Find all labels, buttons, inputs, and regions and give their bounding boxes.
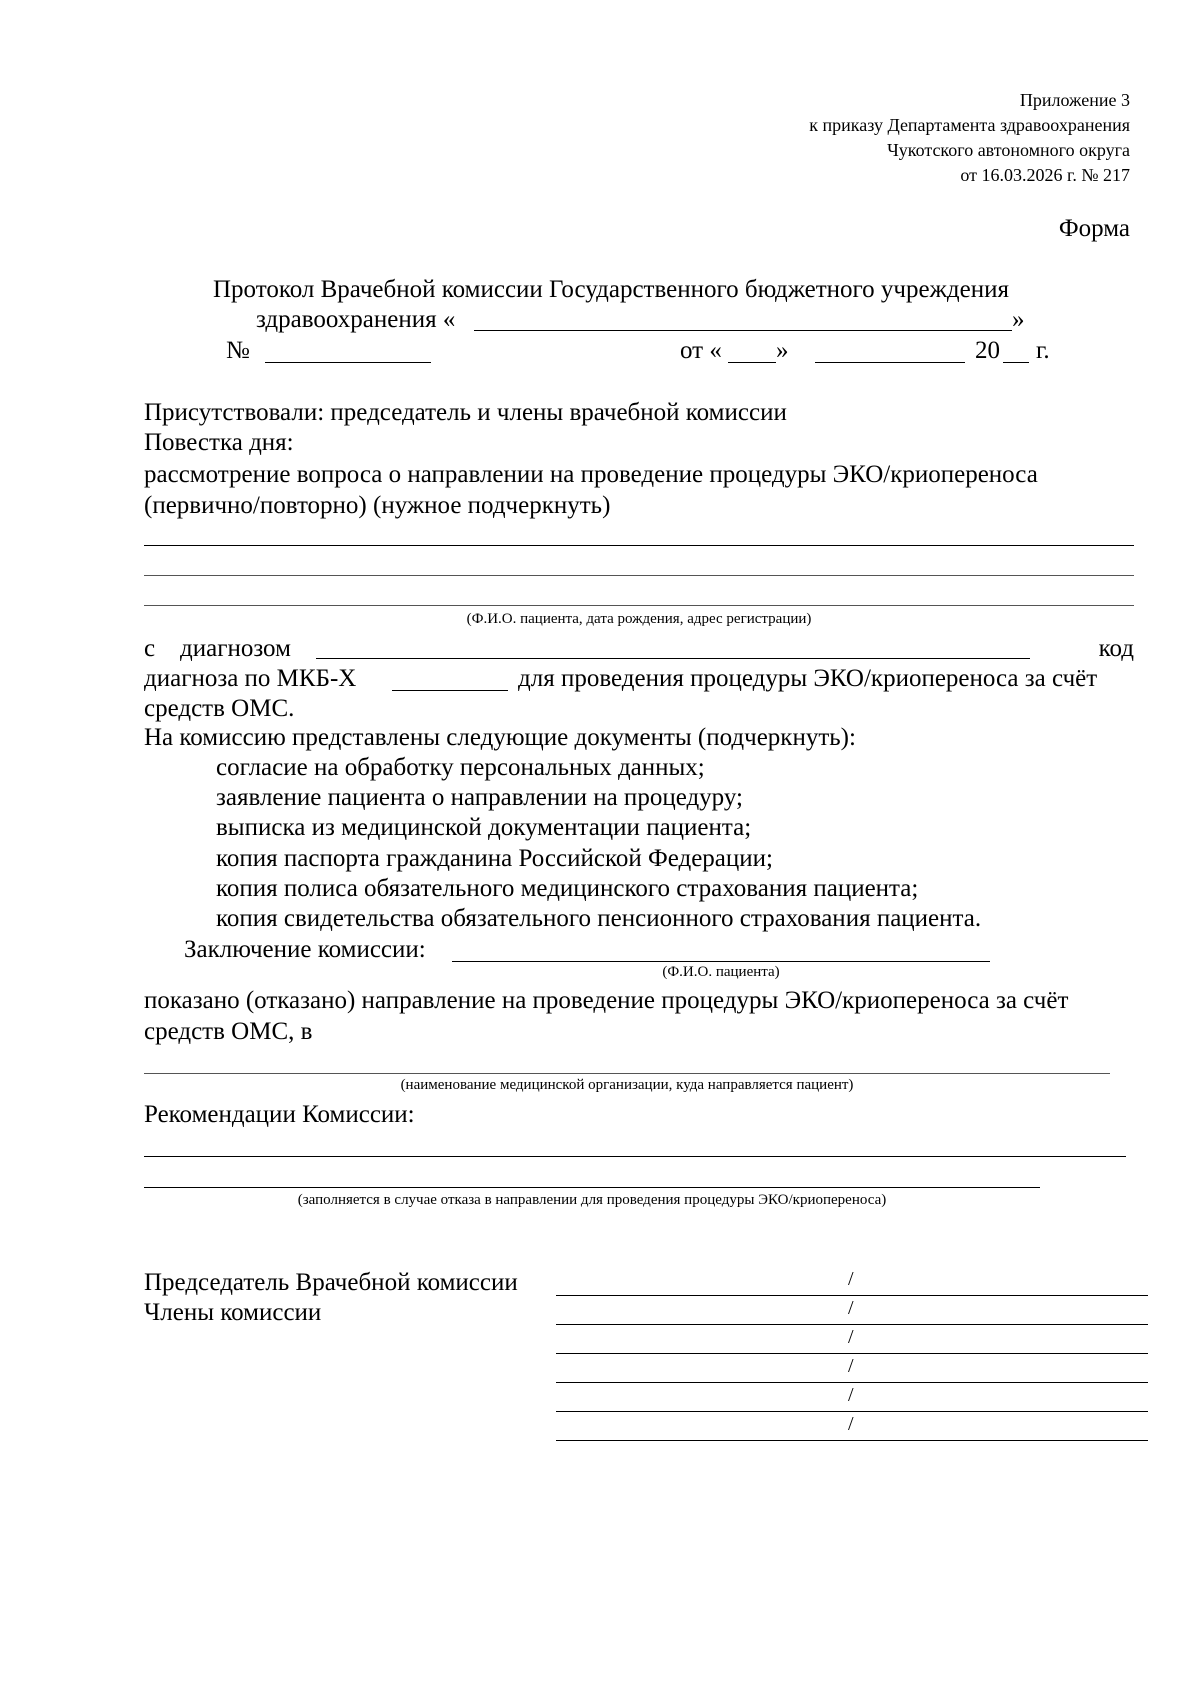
signature-slash: / bbox=[848, 1355, 854, 1377]
members-label: Члены комиссии bbox=[144, 1299, 322, 1326]
year-suffix: г. bbox=[1036, 337, 1050, 364]
protocol-number-label: № bbox=[226, 337, 250, 364]
title-line-2-prefix: здравоохранения « bbox=[256, 306, 456, 333]
organization-caption: (наименование медицинской организации, куда направляется пациент) bbox=[400, 1077, 854, 1093]
date-mid: » bbox=[776, 337, 789, 364]
signature-slash: / bbox=[848, 1297, 854, 1319]
doc-item: заявление пациента о направлении на процедуру; bbox=[216, 784, 743, 811]
recommendations-caption: (заполняется в случае отказа в направлении для проведения процедуры ЭКО/криопереноса) bbox=[297, 1192, 887, 1208]
mkb-purpose: для проведения процедуры ЭКО/криопереноса за счёт bbox=[518, 665, 1098, 692]
diagnosis-code-label: код bbox=[1098, 635, 1134, 662]
doc-item: копия свидетельства обязательного пенсионного страхования пациента. bbox=[216, 905, 982, 932]
order-line-1: к приказу Департамента здравоохранения bbox=[809, 115, 1130, 135]
member-signature-field[interactable] bbox=[556, 1411, 1148, 1412]
mkb-code-field[interactable] bbox=[392, 690, 508, 691]
date-day-field[interactable] bbox=[728, 362, 776, 363]
recommendations-field-2[interactable] bbox=[144, 1187, 1040, 1188]
member-signature-field[interactable] bbox=[556, 1353, 1148, 1354]
title-line-1: Протокол Врачебной комиссии Государственного бюджетного учреждения bbox=[213, 276, 1009, 303]
order-line-2: Чукотского автономного округа bbox=[887, 140, 1130, 160]
present-text: Присутствовали: председатель и члены врачебной комиссии bbox=[144, 399, 787, 426]
doc-item: копия полиса обязательного медицинского страхования пациента; bbox=[216, 875, 919, 902]
chair-signature-field[interactable] bbox=[556, 1295, 1148, 1296]
signature-slash: / bbox=[848, 1384, 854, 1406]
title-line-2-suffix: » bbox=[1012, 306, 1025, 333]
signature-slash: / bbox=[848, 1268, 854, 1290]
mkb-label: диагноза по МКБ-Х bbox=[144, 665, 357, 692]
organization-field[interactable] bbox=[144, 1073, 1110, 1074]
signature-slash: / bbox=[848, 1413, 854, 1435]
patient-field-line-3[interactable] bbox=[144, 605, 1134, 606]
appendix-label: Приложение 3 bbox=[1019, 90, 1130, 110]
chair-label: Председатель Врачебной комиссии bbox=[144, 1269, 518, 1296]
date-prefix: от « bbox=[680, 337, 722, 364]
agenda-label: Повестка дня: bbox=[144, 429, 294, 456]
member-signature-field[interactable] bbox=[556, 1382, 1148, 1383]
member-signature-field[interactable] bbox=[556, 1324, 1148, 1325]
shown-text-2: средств ОМС, в bbox=[144, 1018, 313, 1045]
protocol-number-field[interactable] bbox=[265, 362, 431, 363]
agenda-text-2: (первично/повторно) (нужное подчеркнуть) bbox=[144, 492, 611, 519]
diagnosis-with: с bbox=[144, 635, 156, 662]
signature-slash: / bbox=[848, 1326, 854, 1348]
shown-text-1: показано (отказано) направление на проведение процедуры ЭКО/криопереноса за счёт bbox=[144, 987, 1069, 1014]
patient-field-line-1[interactable] bbox=[144, 545, 1134, 546]
doc-item: копия паспорта гражданина Российской Федерации; bbox=[216, 845, 773, 872]
docs-intro: На комиссию представлены следующие документы (подчеркнуть): bbox=[144, 724, 856, 751]
oms-text: средств ОМС. bbox=[144, 695, 295, 722]
order-line-3: от 16.03.2026 г. № 217 bbox=[960, 165, 1130, 185]
doc-item: выписка из медицинской документации пациента; bbox=[216, 814, 752, 841]
member-signature-field[interactable] bbox=[556, 1440, 1148, 1441]
form-label: Форма bbox=[1058, 215, 1130, 242]
conclusion-patient-field[interactable] bbox=[452, 961, 990, 962]
institution-name-field[interactable] bbox=[474, 330, 1012, 331]
patient-caption: (Ф.И.О. пациента, дата рождения, адрес регистрации) bbox=[466, 611, 812, 627]
doc-item: согласие на обработку персональных данных; bbox=[216, 754, 705, 781]
patient-field-line-2[interactable] bbox=[144, 575, 1134, 576]
diagnosis-field[interactable] bbox=[316, 658, 1030, 659]
diagnosis-label: диагнозом bbox=[180, 635, 291, 662]
conclusion-label: Заключение комиссии: bbox=[184, 936, 426, 963]
recommendations-label: Рекомендации Комиссии: bbox=[144, 1101, 415, 1128]
conclusion-caption: (Ф.И.О. пациента) bbox=[662, 964, 780, 980]
recommendations-field-1[interactable] bbox=[144, 1156, 1126, 1157]
year-field[interactable] bbox=[1003, 362, 1029, 363]
year-prefix: 20 bbox=[975, 337, 1000, 364]
date-month-field[interactable] bbox=[815, 362, 965, 363]
agenda-text-1: рассмотрение вопроса о направлении на проведение процедуры ЭКО/криопереноса bbox=[144, 461, 1038, 488]
